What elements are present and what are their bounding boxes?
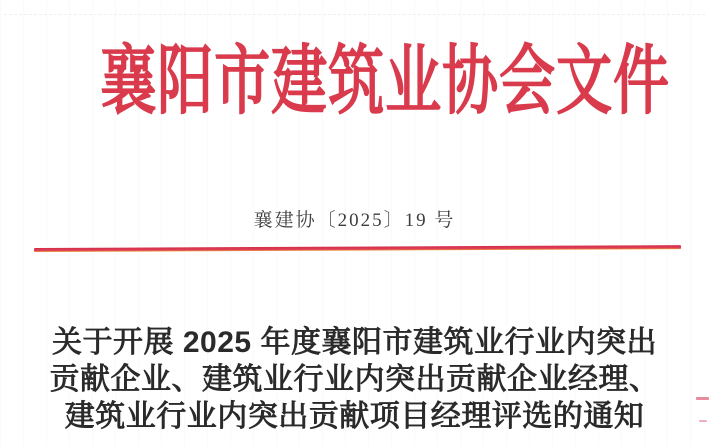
subject-line-2: 贡献企业、建筑业行业内突出贡献企业经理、: [49, 363, 660, 396]
document-header-title: [0, 40, 709, 124]
document-subject-title: [0, 324, 709, 435]
red-divider-rule: [34, 245, 681, 252]
subject-line-1: 关于开展 2025 年度襄阳市建筑业行业内突出: [52, 326, 657, 359]
subject-line-3: 建筑业行业内突出贡献项目经理评选的通知: [64, 400, 645, 433]
document-reference-number: 襄建协〔2025〕19 号: [253, 210, 456, 231]
scan-artifact-mark: [699, 420, 707, 422]
scan-noise-line: [4, 14, 705, 15]
scan-artifact-mark: [696, 397, 709, 400]
org-title-text: 襄阳市建筑业协会文件: [100, 40, 670, 124]
